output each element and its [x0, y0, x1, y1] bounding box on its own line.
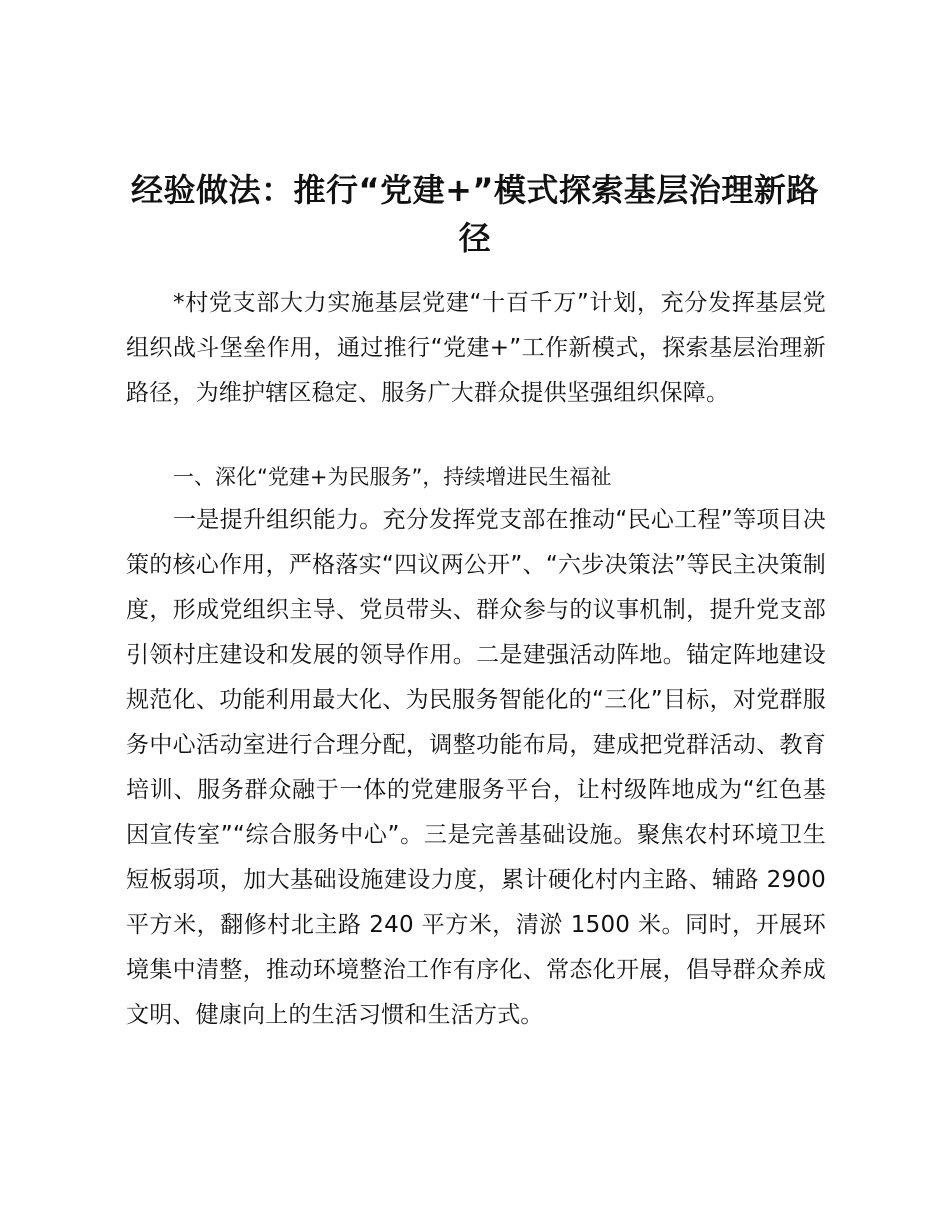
section-heading: 一、深化“党建+为民服务”，持续增进民生福祉 — [173, 465, 612, 489]
intro-paragraph: *村党支部大力实施基层党建“十百千万”计划，充分发挥基层党组织战斗堡垒作用，通过推行“党建+”工作新模式，探索基层治理新路径，为维护辖区稳定、服务广大群众提供坚强组织保障。 — [126, 290, 826, 406]
document-title: 经验做法：推行“党建+”模式探索基层治理新路径 — [131, 171, 819, 257]
body-paragraph: 一是提升组织能力。充分发挥党支部在推动“民心工程”等项目决策的核心作用，严格落实“四议两公开”、“六步决策法”等民主决策制度，形成党组织主导、党员带头、群众参与的议事机制，提升党支部引领村庄建设和发展的领导作用。二是建强活动阵地。锚定阵地建设规范化、功能利用最大化、为民服务智能化的“三化”目标，对党群服务中心活动室进行合理分配，调整功能布局，建成把党群活动、教育培训、服务群众融于一体的党建服务平台，让村级阵地成为“红色基因宣传室”“综合服务中心”。三是完善基础设施。聚焦农村环境卫生短板弱项，加大基础设施建设力度，累计硬化村内主路、辅路 2900 平方米，翻修村北主路 240 平方米，清淤 1500 米。同时，开展环境集中清整，推动环境整治工作有序化、常态化开展，倡导群众养成文明、健康向上的生活习惯和生活方式。 — [126, 507, 826, 1028]
